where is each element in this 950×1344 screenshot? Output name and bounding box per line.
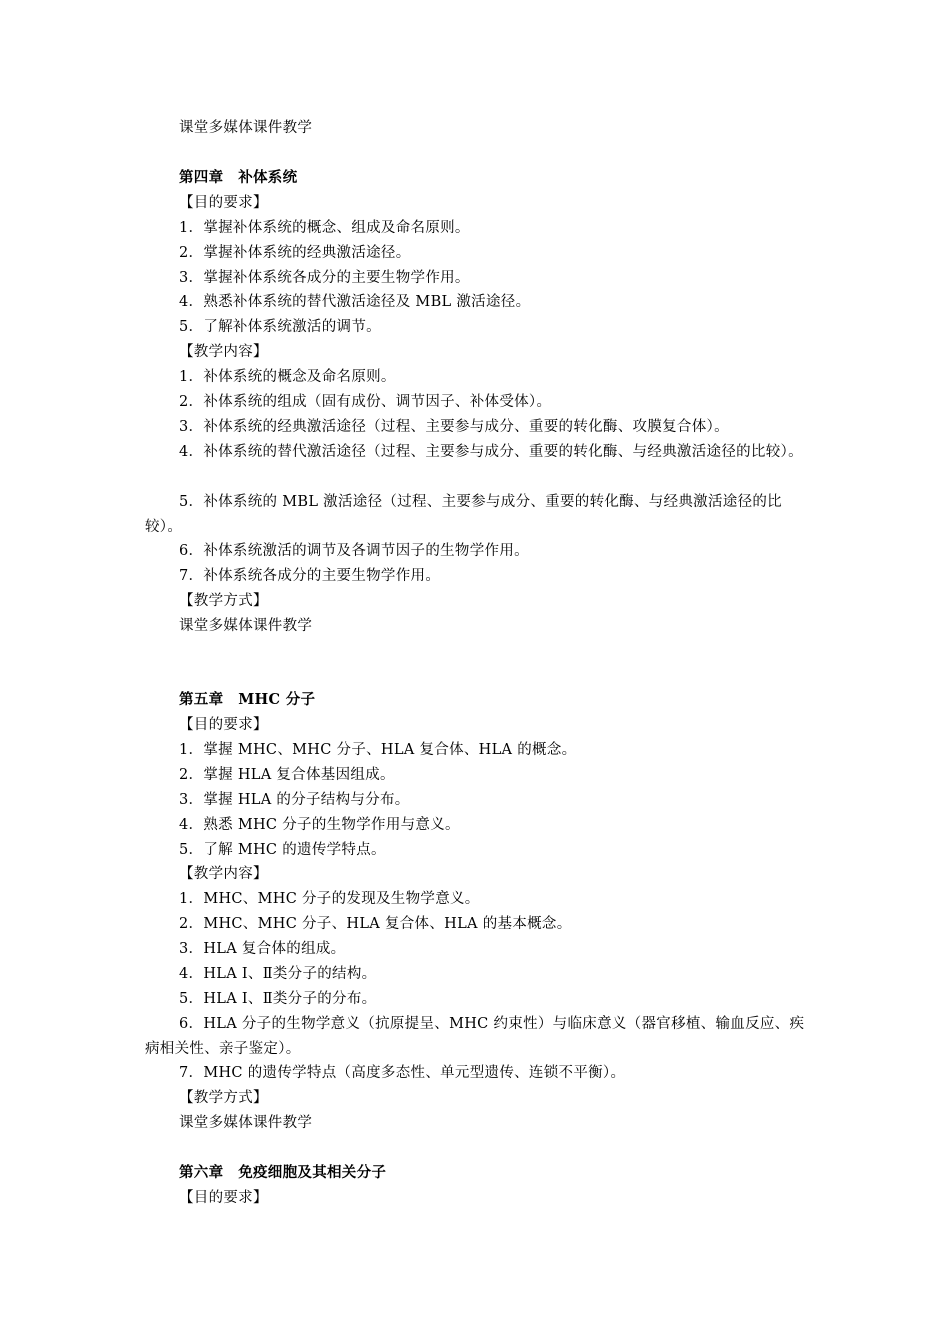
list-item: 1．掌握 MHC、MHC 分子、HLA 复合体、HLA 的概念。 [179,742,577,758]
list-item: 2．MHC、MHC 分子、HLA 复合体、HLA 的基本概念。 [179,916,572,932]
list-item: 1．MHC、MHC 分子的发现及生物学意义。 [179,891,480,907]
list-item: 7．MHC 的遗传学特点（高度多态性、单元型遗传、连锁不平衡）。 [179,1065,626,1081]
list-item: 3．HLA 复合体的组成。 [179,941,346,957]
chapter-title: 第五章 MHC 分子 [179,691,316,708]
list-item: 1．掌握补体系统的概念、组成及命名原则。 [179,220,470,236]
list-item: 2．补体系统的组成（固有成份、调节因子、补体受体）。 [179,394,552,410]
list-item: 1．补体系统的概念及命名原则。 [179,369,396,385]
section-heading: 【教学内容】 [179,344,268,360]
method-text: 课堂多媒体课件教学 [179,618,313,634]
list-item: 3．掌握 HLA 的分子结构与分布。 [179,792,410,808]
chapter-title: 第四章 补体系统 [179,169,298,186]
list-item: 5．了解 MHC 的遗传学特点。 [179,842,386,858]
list-item: 3．补体系统的经典激活途径（过程、主要参与成分、重要的转化酶、攻膜复合体）。 [179,419,729,435]
list-item: 6．补体系统激活的调节及各调节因子的生物学作用。 [179,543,529,559]
list-item: 5．补体系统的 MBL 激活途径（过程、主要参与成分、重要的转化酶、与经典激活途径的比较）。 [145,494,782,535]
list-item: 6．HLA 分子的生物学意义（抗原提呈、MHC 约束性）与临床意义（器官移植、输血反应、疾病相关性、亲子鉴定）。 [145,1016,805,1057]
list-item: 4．熟悉补体系统的替代激活途径及 MBL 激活途径。 [179,294,531,310]
list-item: 5．HLA Ⅰ、Ⅱ类分子的分布。 [179,991,377,1007]
list-item: 7．补体系统各成分的主要生物学作用。 [179,568,441,584]
list-item: 4．HLA Ⅰ、Ⅱ类分子的结构。 [179,966,377,982]
section-heading: 【教学方式】 [179,1090,268,1106]
section-heading: 【目的要求】 [179,1190,268,1206]
list-item: 5．了解补体系统激活的调节。 [179,319,381,335]
section-heading: 【教学内容】 [179,866,268,882]
list-item: 4．熟悉 MHC 分子的生物学作用与意义。 [179,817,460,833]
section-heading: 【目的要求】 [179,717,268,733]
method-text: 课堂多媒体课件教学 [179,1115,313,1131]
section-heading: 【目的要求】 [179,195,268,211]
list-item: 2．掌握 HLA 复合体基因组成。 [179,767,395,783]
list-item: 2．掌握补体系统的经典激活途径。 [179,245,411,261]
method-text: 课堂多媒体课件教学 [179,120,313,136]
list-item: 3．掌握补体系统各成分的主要生物学作用。 [179,270,470,286]
section-heading: 【教学方式】 [179,593,268,609]
chapter-title: 第六章 免疫细胞及其相关分子 [179,1164,387,1181]
list-item: 4．补体系统的替代激活途径（过程、主要参与成分、重要的转化酶、与经典激活途径的比较）。 [179,444,803,460]
